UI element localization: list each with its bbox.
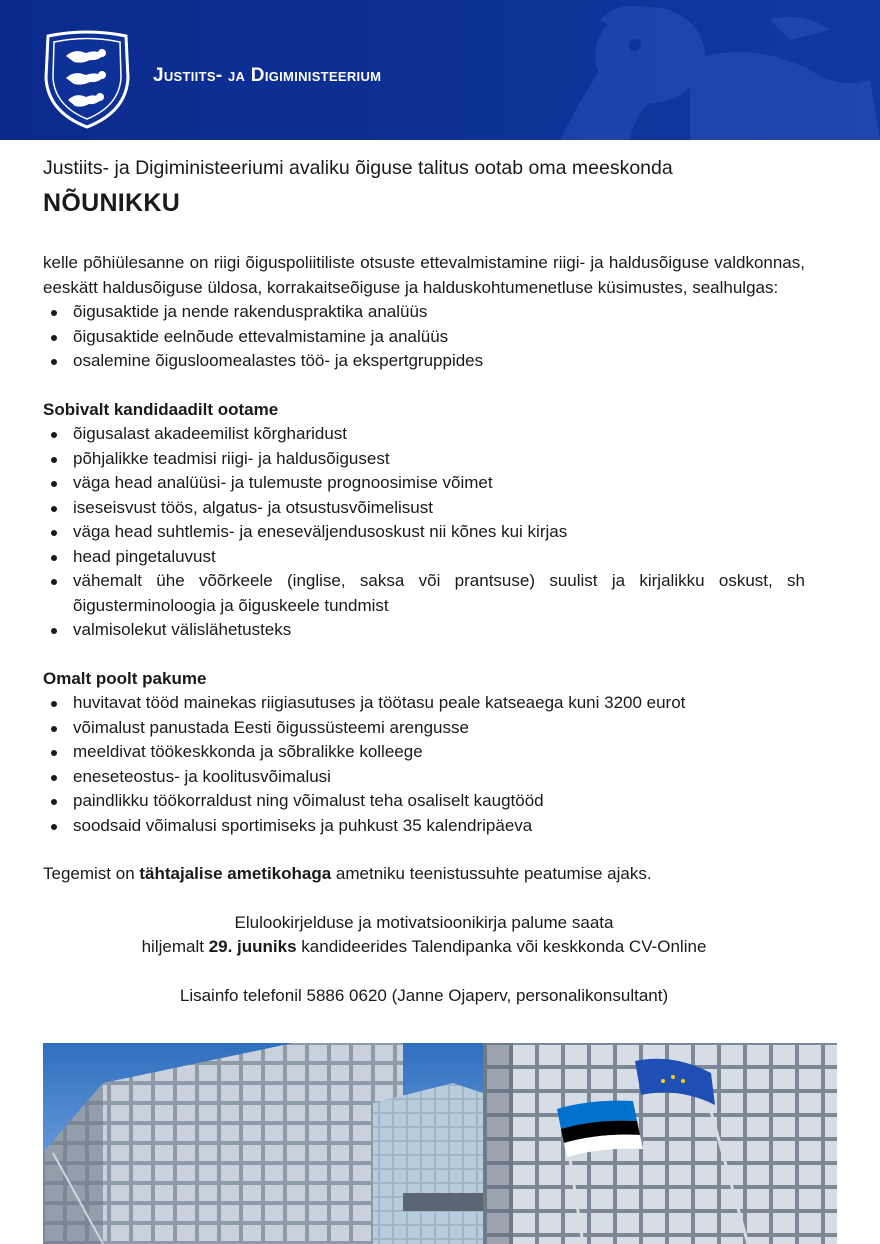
deadline-date: 29. juuniks	[208, 937, 297, 956]
ministry-name: Justiits- ja Digiministeerium	[153, 65, 382, 86]
list-item: iseseisvust töös, algatus- ja otsustusvõimelisust	[73, 496, 805, 521]
job-ad-content	[43, 155, 805, 1008]
deadline-suffix: kandideerides Talendipanka või keskkonda CV-Online	[296, 937, 707, 956]
coat-of-arms-icon	[42, 30, 132, 130]
list-item: väga head analüüsi- ja tulemuste prognoosimise võimet	[73, 471, 805, 496]
closing-prefix: Tegemist on	[43, 864, 140, 883]
deadline-prefix: hiljemalt	[141, 937, 209, 956]
estonian-flag-icon	[557, 1101, 643, 1157]
application-line-1: Elulookirjelduse ja motivatsioonikirja palume saata	[234, 912, 614, 932]
intro-line: Justiits- ja Digiministeeriumi avaliku õiguse talitus ootab oma meeskonda	[43, 157, 673, 179]
list-item: võimalust panustada Eesti õigussüsteemi arengusse	[73, 716, 805, 741]
list-item: meeldivat töökeskkonda ja sõbralikke kolleege	[73, 740, 805, 765]
contact-info	[43, 984, 805, 1009]
list-item: head pingetaluvust	[73, 545, 805, 570]
list-item: väga head suhtlemis- ja eneseväljendusoskust nii kõnes kui kirjas	[73, 520, 805, 545]
position-title: NÕUNIKKU	[43, 189, 181, 217]
task-list	[43, 300, 805, 374]
building-illustration	[43, 1043, 837, 1244]
offer-list	[43, 691, 805, 838]
requirements-heading: Sobivalt kandidaadilt ootame	[43, 399, 279, 419]
lion-watermark-icon	[540, 0, 880, 140]
list-item: valmisolekut välislähetusteks	[73, 618, 805, 643]
list-item: vähemalt ühe võõrkeele (inglise, saksa või prantsuse) suulist ja kirjalikku oskust, sh õigusterminoloogia ja õiguskeele tundmist	[73, 569, 805, 618]
closing-paragraph	[43, 862, 805, 887]
list-item: õigusaktide ja nende rakenduspraktika analüüs	[73, 300, 805, 325]
closing-emphasis: tähtajalise ametikohaga	[139, 864, 332, 883]
application-info	[43, 911, 805, 960]
building-photo	[43, 1043, 837, 1244]
list-item: osalemine õigusloomealastes töö- ja ekspertgruppides	[73, 349, 805, 374]
requirements-list	[43, 422, 805, 643]
contact-line: Lisainfo telefonil 5886 0620 (Janne Ojaperv, personalikonsultant)	[179, 985, 669, 1005]
closing-suffix: ametniku teenistussuhte peatumise ajaks.	[331, 864, 652, 883]
list-item: põhjalikke teadmisi riigi- ja haldusõigusest	[73, 447, 805, 472]
header-banner	[0, 0, 880, 140]
list-item: eneseteostus- ja koolitusvõimalusi	[73, 765, 805, 790]
list-item: huvitavat tööd mainekas riigiasutuses ja töötasu peale katseaega kuni 3200 eurot	[73, 691, 805, 716]
application-line-2	[43, 935, 805, 960]
offer-heading: Omalt poolt pakume	[43, 668, 207, 688]
list-item: paindlikku töökorraldust ning võimalust teha osaliselt kaugtööd	[73, 789, 805, 814]
list-item: soodsaid võimalusi sportimiseks ja puhkust 35 kalendripäeva	[73, 814, 805, 839]
main-task-paragraph: kelle põhiülesanne on riigi õiguspoliitiliste otsuste ettevalmistamine riigi- ja haldusõiguse valdkonnas, eeskätt haldusõiguse üldosa, korrakaitseõiguse ja halduskohtumenetluse küsimustes, sealhulgas:	[43, 253, 805, 297]
list-item: õigusalast akadeemilist kõrgharidust	[73, 422, 805, 447]
list-item: õigusaktide eelnõude ettevalmistamine ja analüüs	[73, 325, 805, 350]
